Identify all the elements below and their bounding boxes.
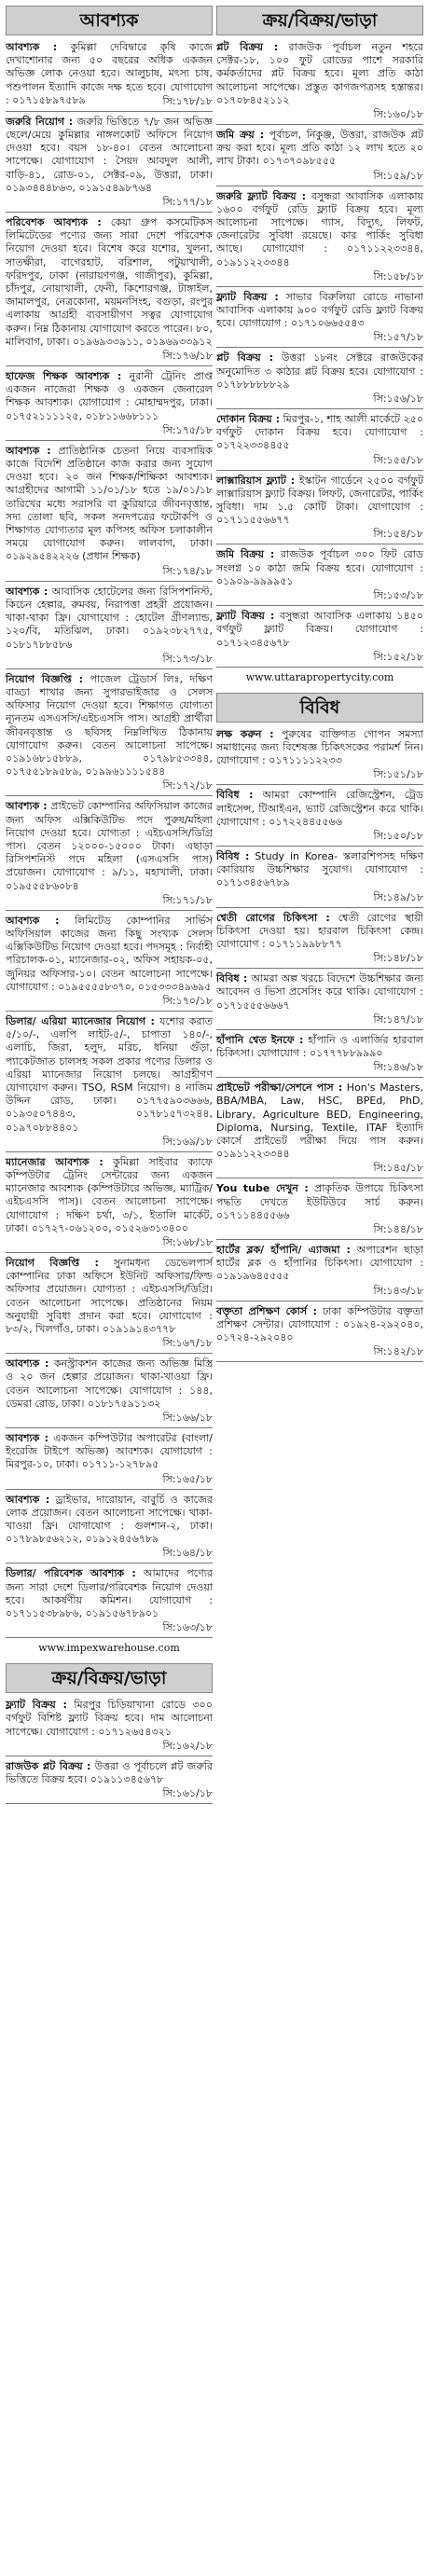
ad-divider: [6, 1353, 213, 1354]
classified-ad: [6, 1257, 213, 1350]
ad-divider: [216, 286, 423, 287]
ad-text: ইস্কাটন গার্ডেনে ২৫০০ বর্গফুট লাক্সারিয়াস ফ্ল্যাট বিক্রয়। লিফট, জেনারেটর, পার্কিং সুবিধা। দাম ১.৫ কোটি টাকা। যোগাযোগ : ০১৭১১৫৫৬৬৭৭: [216, 474, 423, 527]
ad-heading: আবশ্যক :: [6, 914, 60, 927]
ad-code: সি:১৬৬/১৮: [162, 1412, 213, 1425]
ad-text: কেয়া গ্রুপ কসমেটিকস লিমিটেডের পণ্যের জন্য সারা দেশে পরিবেশক নিয়োগ দেওয়া হবে। বিশেষ করে যশোর, খুলনা, সাতক্ষীরা, বাগেরহাট, বরিশাল, পটুয়াখালী, ফরিদপুর, ঢাকা (নারায়ণগঞ্জ, গাজীপুর), কুমিল্লা, চাঁদপুর, নোয়াখালী, ফেনী, কিশোরগঞ্জ, টাঙ্গাইল, জামালপুর, নেত্রকোনা, ময়মনসিংহ, বগুড়া, রংপুর এলাকায় আগ্রহী ব্যবসায়ীগণ সত্বর যোগাযোগ করুন। নিম্ন ঠিকানায় যোগাযোগ করতে পারেন। ৮০, মালিবাগ, ঢাকা। ০১৯৬৯৩৩৯১১, ০১৯৬৯৩৩৯১২: [6, 216, 213, 348]
classified-ad: [6, 445, 213, 578]
classified-ad: [216, 475, 423, 542]
ad-divider: [6, 111, 213, 112]
ad-code: সি:১৫৫/১৮: [373, 453, 423, 466]
ad-text: রাজউক পূর্বাচল নতুন শহরে সেক্টর-১৮, ১০০ ফুট রোডের পাশে সরকারি কর্মকর্তাদের প্লট বিক্রয় হবে। মূল্য প্রতি কাঠা আলোচনা সাপেক্ষে। প্রস্তুত কাগজপত্রসহ হস্তান্তর। ০১৭০৮৪৫২১১২: [216, 41, 423, 106]
ad-divider: [216, 846, 423, 847]
ad-heading: জমি ক্রয় :: [216, 129, 265, 142]
classified-ad: [216, 41, 423, 121]
classified-ad: [6, 1357, 213, 1425]
ad-code: সি:১৭৮/১৮: [162, 94, 213, 107]
section-header-buy-sell-rent: ক্রয়/বিক্রয়/ভাড়া: [216, 6, 423, 35]
ad-text: আমরা অল্প খরচে বিদেশে উচ্চশিক্ষার জন্য আবেদন ও ভিসা প্রসেসিং করে থাকি। যোগাযোগ : ০১৭১৫৫৫৬৬৬৭: [216, 972, 424, 1012]
ad-code: সি:১৪৫/১৮: [373, 1162, 423, 1175]
ad-heading: হাফেজ শিক্ষক আবশ্যক :: [6, 370, 122, 383]
ad-code: সি:১৭৬/১৮: [162, 350, 213, 363]
ad-text: মিরপুর-১, শাহ আলী মার্কেটে ২৫০ বর্গফুট দোকান বিক্রয় হবে। যোগাযোগ : ০১৭২২৩৩৪৪৫৫: [216, 413, 424, 452]
classified-ad: [216, 548, 423, 602]
ad-divider: [216, 784, 423, 785]
ad-heading: ম্যানেজার আবশ্যক :: [6, 1155, 104, 1168]
right-column: [216, 6, 423, 1366]
ad-heading: ফ্ল্যাট বিক্রয় :: [216, 290, 279, 303]
classified-ad: [6, 673, 213, 793]
ad-code: সি:১৬৮/১৮: [162, 1235, 213, 1248]
ad-text: জরুরি ভিত্তিতে ৭/৮ জন অভিজ্ঞ ছেলে/মেয়ে কুমিল্লার নাঙ্গলকোট অফিসে নিয়োগ দেওয়া হবে। বয়স ১৮-৪০। বেতন আলোচনা সাপেক্ষে। যোগাযোগ : সৈয়দ আবদুল আলী, বাড়ি-৪১, রোড-০১, সেক্টর-০৯, উত্তরা, ঢাকা। ০১৯৩৪৪৪৮৬৩, ০১৯১৫৪৯৮৭৬৪: [6, 115, 213, 194]
ad-text: যশোর করাত ৫/১০/-, এলপি লাইট-৫/-, চাপাতা ১৪০/-, এলাচি, জিরা, হলুদ, মরিচ, ধনিয়া গুঁড়া, প্যাকেটজাত চালসহ সকল প্রকার পণ্যের ডিলার ও এরিয়া ম্যানেজার নিয়োগ চলছে। আগ্রহীগণ যোগাযোগ করুন। TSO, RSM নিয়োগ। ৪ নাজিম উদ্দিন রোড, ঢাকা। ০১৭৭৫৯০৩৬৬৬, ০১৯৩৫০৭৪৪৩, ০১৭৮১৫৭৩২৪৪, ০১৯৭০৮৮৪৪০১: [6, 1014, 213, 1134]
ad-heading: বিবিধ :: [216, 972, 248, 985]
ad-text: একজন কম্পিউটার অপারেটর (বাংলা/ইংরেজি টাইপে অভিজ্ঞ) আবশ্যক। যোগাযোগ : মিরপুর-১০, ঢাকা। ০১৭১১-১২৭৮৯৫: [6, 1432, 214, 1471]
classified-ad: [6, 1699, 213, 1753]
ad-heading: দোকান বিক্রয় :: [216, 413, 280, 426]
ad-text: কনস্ট্রাকশন কাজের জন্য অভিজ্ঞ মিস্ত্রি ও ২০ জন হেল্পার প্রয়োজন। থাকা-খাওয়া ফ্রি। বেতন আলোচনা সাপেক্ষে। যোগাযোগ : ১৪৪, ডেমরা রোড, ঢাকা। ০১৮১৭৫৯১১৩২: [6, 1357, 214, 1410]
classified-ad: [6, 1567, 213, 1634]
ad-text: পুরুষের ব্যক্তিগত গোপন সমস্যা সমাধানের জন্য বিশেষজ্ঞ চিকিৎসকের পরামর্শ নিন। যোগাযোগ : ০১৭১১১১২২৩৩: [216, 727, 423, 767]
ad-text: বসুন্ধরা আবাসিক এলাকায় ১৬০০ বর্গফুট রেডি ফ্ল্যাট বিক্রয় হবে। মূল্য আলোচনা সাপেক্ষে। গ্যাস, বিদ্যুৎ, লিফট, জেনারেটর সুবিধা রয়েছে। কার পার্কিং সুবিধা আছে। যোগাযোগ : ০১৭১১২২৩৩৪৪, ০১৯১১২২৩৩৪৪: [216, 189, 423, 269]
ad-heading: রাজউক প্লট বিক্রয় :: [6, 1759, 91, 1772]
ad-text: রাজউক পূর্বাচল ৩০০ ফিট রোড সংলগ্ন ১০ কাঠা জমি বিক্রয় হবে। যোগাযোগ : ০১৯০৯-৯৯৯৯৫১: [216, 548, 424, 587]
ad-divider: [6, 1427, 213, 1428]
ad-text: প্রাকৃতিক উপায়ে চিকিৎসা পদ্ধতি দেখতে ইউটিউবে সার্চ করুন। ০১৭১১৪৪৫৫৬৬: [216, 1182, 423, 1221]
classified-ad: [6, 116, 213, 209]
ad-code: সি:১৫২/১৮: [373, 650, 423, 663]
ad-heading: আবশ্যক :: [6, 1493, 50, 1506]
ad-divider: [216, 667, 423, 668]
ad-code: সি:১৫৭/১৮: [373, 331, 423, 344]
ad-heading: নিয়োগ বিজ্ঞপ্তি :: [6, 672, 83, 685]
section-header-miscellaneous: বিবিধ: [216, 693, 423, 723]
ad-text: সাভার বিরুলিয়া রোডে নাভানা আবাসিক এলাকায় ৯০০ বর্গফুট রেডি ফ্ল্যাট বিক্রয় হবে। যোগাযোগ : ০১৭১০৬৬৫৫৪৩: [216, 290, 423, 330]
ad-code: সি:১৬৯/১৮: [162, 1135, 213, 1148]
ad-text: আমরা কোম্পানি রেজিস্ট্রেশন, ট্রেড লাইসেন্স, টিআইএন, ভ্যাট রেজিস্ট্রেশন করে থাকি। যোগাযোগ : ০১৭২২৪৪৫৫৬৬: [216, 789, 424, 828]
ad-heading: পরিবেশক আবশ্যক :: [6, 216, 102, 229]
ad-text: আমাদের পণ্যের জন্য সারা দেশে ডিলার/পরিবেশক নিয়োগ দেওয়া হবে। আকর্ষণীয় কমিশন। যোগাযোগ : ০১৭১১৫৩৮৯৮৬, ০১৯১৫৬৭৮৯০১: [6, 1567, 213, 1620]
advertiser-website[interactable]: www.impexwarehouse.com: [38, 1642, 180, 1655]
ad-code: সি:১৭০/১৮: [162, 994, 213, 1007]
ad-code: সি:১৬৩/১৮: [162, 1621, 213, 1634]
ad-code: সি:১৫৬/১৮: [373, 393, 423, 406]
ad-code: সি:১৫০/১৮: [373, 829, 423, 842]
ad-heading: বক্তৃতা প্রশিক্ষণ কোর্স :: [216, 1304, 317, 1317]
classified-ad: [6, 370, 213, 437]
ad-text: মিরপুর চিড়িয়াখানা রোডে ৩০০ বর্গফুট বিশিষ্ট ফ্ল্যাট বিক্রয় হবে। দাম আলোচনা সাপেক্ষে। যোগাযোগ : ০১৭১২৬৫৪৩২১: [6, 1699, 213, 1738]
ad-code: সি:১৬১/১৮: [162, 1787, 213, 1800]
classified-ad: [216, 129, 423, 183]
ad-heading: আবশ্যক :: [6, 1357, 49, 1371]
classified-ad: [216, 1182, 423, 1236]
ad-code: সি:১৪২/১৮: [373, 1345, 423, 1358]
advertiser-website[interactable]: www.uttarapropertycity.com: [245, 670, 394, 683]
ad-heading: You tube দেখুন :: [216, 1182, 309, 1195]
ad-divider: [216, 907, 423, 908]
ad-text: পূর্বাচল, নিকুঞ্জ, উত্তরা, রাজউক প্লট ক্রয় করা হবে। মূল্য প্রতি কাঠা ১২ লাখ হতে ২০ লাখ টাকা। ০১৭৩৭০৯৮৫৫৫: [216, 129, 423, 168]
ad-code: সি:১৬৪/১৮: [162, 1547, 213, 1560]
ad-divider: [6, 1011, 213, 1012]
ad-divider: [216, 124, 423, 125]
classified-ad: [6, 1156, 213, 1249]
ad-text: ড্রাইভার, দারোয়ান, বাবুর্চি ও কাজের লোক প্রয়োজন। বেতন আলোচনা সাপেক্ষে। থাকা-খাওয়া ফ্রি। যোগাযোগ : গুলশান-২, ঢাকা। ০১৭৮৯৮৫৬২১২, ০১৯১২৪৫৬৭৮৯: [6, 1493, 213, 1546]
classified-ad: [6, 1760, 213, 1800]
ad-code: সি:১৪৬/১৮: [373, 1061, 423, 1074]
ad-heading: শ্বেতী রোগের চিকিৎসা :: [216, 911, 330, 924]
ad-heading: জরুরি নিয়োগ :: [6, 115, 74, 128]
classified-ad: [216, 850, 423, 904]
ad-heading: হার্টের ব্লক/ হাঁপানি/ এ্যাজমা :: [216, 1243, 351, 1256]
ad-code: সি:১৭৪/১৮: [162, 564, 213, 577]
ad-heading: জরুরি ফ্ল্যাট বিক্রয় :: [216, 189, 307, 202]
classified-ad: [6, 800, 213, 906]
right-ads-list-2: [216, 728, 423, 1363]
classified-ad: [6, 41, 213, 108]
ad-heading: প্রাইভেট পরীক্ষা/সেশনে পাস :: [216, 1081, 343, 1095]
ad-divider: [216, 1077, 423, 1078]
ad-code: সি:১৪৪/১৮: [373, 1222, 423, 1235]
ad-divider: [216, 968, 423, 969]
ad-divider: [6, 910, 213, 911]
ad-heading: হাঁপানি শ্বেত ইনফে :: [216, 1033, 304, 1046]
ad-text: কুমিল্লা দেবিদ্বারে কৃষি কাজে দেখাশোনার জন্য ৫০ বছরের অধিক একজন অভিজ্ঞ লোক নেওয়া হবে। আলুচাষ, মৎস্য চাষ, পশুপালন ইত্যাদি কাজে দক্ষ হতে হবে। যোগাযোগ : ০১৭১৫৮৯৭৫৮৯: [6, 41, 213, 106]
ad-code: সি:১৬০/১৮: [373, 108, 423, 121]
ad-code: সি:১৫৩/১৮: [373, 589, 423, 602]
ad-heading: প্লট বিক্রয় :: [216, 351, 274, 365]
ad-divider: [216, 347, 423, 348]
ad-heading: আবশ্যক :: [6, 800, 48, 813]
ad-text: লিমিটেড কোম্পানির সার্ভিস অফিসিয়াল কাজের জন্য কিছু সংখ্যক সেলস এক্সিকিউটিভ নিয়োগ দেওয়া হবে। পদসমূহ : নির্বাহী পরিচালক-০১, ম্যানেজার-০২, অফিস সহায়ক-০৫, জুনিয়র অফিসার-১০। বেতন আলোচনা সাপেক্ষে। যোগাযোগ : ০১৯৫৫৫৫৮৩৭০, ০১৫৩৩৩৪৯৬৯৫: [6, 914, 214, 993]
classified-ad: [216, 1305, 423, 1359]
classified-ad: [216, 1244, 423, 1298]
classified-ad: [216, 1081, 423, 1175]
ad-divider: [6, 668, 213, 669]
ad-divider: [216, 1301, 423, 1302]
ad-heading: ফ্ল্যাট বিক্রয় :: [6, 1699, 67, 1712]
ad-divider: [6, 440, 213, 441]
ad-code: সি:১৭১/১৮: [162, 893, 213, 906]
classified-ad: [216, 291, 423, 345]
left-ads-list: [6, 41, 213, 1638]
classified-ad: [216, 1034, 423, 1074]
ad-text: কুমিল্লা সাইবার ক্যাফে কম্পিউটার ট্রেনিং সেন্টারের জন্য একজন ম্যানেজার আবশ্যক (কম্পিউটারে অভিজ্ঞ, ম্যাট্রিক/এইচএসসি পাস)। বেতন আলোচনা সাপেক্ষে। যোগাযোগ : দক্ষিণ চর্থা, ৩/১, ইতালি মার্কেট, ঢাকা। ০১৭২৭-০৬১২০০, ০১৫২৬৩১৩৪০০: [6, 1155, 213, 1234]
ad-code: সি:১৭২/১৮: [162, 779, 213, 792]
section-header-wanted: আবশ্যক: [6, 6, 213, 35]
classified-ad: [6, 1494, 213, 1561]
ad-divider: [6, 1252, 213, 1253]
ad-text: প্রাইভেট কোম্পানির অফিসিয়াল কাজের জন্য অফিস এক্সিকিউটিভ পদে পুরুষ/মহিলা নিয়োগ দেওয়া হবে। যোগ্যতা : এইচএসসি/ডিগ্রি পাস। বেতন ১২০০০-১৫০০০ টাকা। এছাড়া রিসিপশনিস্ট পদে মহিলা (এসএসসি পাস) প্রয়োজন। যোগাযোগ : ৯/১১, মহাখালী, ঢাকা। ০১৯৫৫৫৮৬০৮৪: [6, 800, 213, 892]
ad-code: সি:১৬৫/১৮: [162, 1472, 213, 1485]
ad-text: উত্তরা ও পূর্বাচলে প্লট জরুরি ভিত্তিতে বিক্রয় হবে। ০১৯১১৩৪৫৬৭৮: [6, 1759, 214, 1786]
ad-text: প্রাতিষ্ঠানিক চেতনা নিয়ে ব্যবসায়িক কাজে বিদেশি প্রতিষ্ঠানে কাজ করার জন্য সুযোগ দেওয়া হবে। ২০ জন শিক্ষক/শিক্ষিকা আবশ্যক। আগ্রহীদের আগামী ১১/০১/১৮ হতে ১৯/০১/১৮ তারিখের মধ্যে সরাসরি বা কুরিয়ারে জীবনবৃত্তান্ত, সদ্য তোলা ছবি, সকল সনদপত্রের ফটোকপি ও শিক্ষাগত যোগ্যতার মূল কপিসহ অফিস চলাকালীন সময়ে যোগাযোগ করুন। লালবাগ, ঢাকা। ০১৯২৯৫৪২২২৬ (প্রধান শিক্ষক): [6, 444, 213, 563]
ad-text: ঢাকা কম্পিউটার বক্তৃতা প্রশিক্ষণ সেন্টার। যোগাযোগ : ০১৯২৪-২৯২০৪০, ০১৭২৪-২৯২০৪০: [216, 1304, 423, 1343]
ad-divider: [6, 1803, 213, 1804]
ad-code: সি:১৭৫/১৮: [162, 423, 213, 436]
ad-text: সুনামধন্য ডেভেলপার্স কোম্পানির ঢাকা অফিসে ইউনিট অফিসার/ফিল্ড অফিসার প্রয়োজন। যোগ্যতা : এইচএসসি/ডিগ্রি। বেতন আলোচনা সাপেক্ষে। প্রতিষ্ঠানের নিয়ম অনুযায়ী সুবিধা প্রদান করা হবে। যোগাযোগ : ৮৩/২, খিলগাঁও, ঢাকা। ০১৯১৯১৪৩৭৭৮: [6, 1256, 214, 1335]
ad-divider: [6, 1563, 213, 1564]
classified-ad: [216, 728, 423, 782]
section-header-buy-sell-rent: ক্রয়/বিক্রয়/ভাড়া: [6, 1663, 213, 1693]
ad-divider: [216, 1361, 423, 1362]
ad-text: Study in Korea- স্কলারশিপসহ দক্ষিণ কোরিয়ায় উচ্চশিক্ষার সুযোগ। যোগাযোগ : ০১৭১৩৪৫৬৭৮৯: [216, 849, 423, 889]
ad-heading: আবশ্যক :: [6, 1432, 49, 1445]
ad-code: সি:১৫৮/১৮: [373, 269, 423, 282]
ad-divider: [6, 581, 213, 582]
ad-divider: [216, 470, 423, 471]
left-ads-list-2: [6, 1699, 213, 1804]
ad-text: শ্বেতী রোগের স্থায়ী চিকিৎসা দেওয়া হয়। হারবাল চিকিৎসা কেন্দ্র। যোগাযোগ : ০১৭১১৯৯৮৮৭৭: [216, 911, 424, 950]
classified-ad: [216, 413, 423, 467]
classified-ad: [216, 912, 423, 966]
classified-ad: [216, 351, 423, 406]
left-column: [6, 6, 213, 1808]
ad-code: সি:১৪৮/১৮: [373, 952, 423, 965]
ad-heading: জমি বিক্রয় :: [216, 548, 275, 561]
ad-code: সি:১৫৪/১৮: [373, 528, 423, 541]
ad-divider: [6, 212, 213, 213]
ad-code: সি:১৭৩/১৮: [162, 652, 213, 665]
ad-divider: [6, 795, 213, 796]
ad-text: নুরানী ট্রেনিং প্রাপ্ত একজন নাজেরা শিক্ষক ও একজন জেনারেল শিক্ষক আবশ্যক। যোগাযোগ : মোহাম্মদপুর, ঢাকা। ০১৭৫২১১১১২৫, ০১৮১১৬৬৮১১১: [6, 370, 213, 422]
ad-heading: ডিলার/ এরিয়া ম্যানেজার নিয়োগ :: [6, 1014, 155, 1027]
ad-heading: বিবিধ :: [216, 849, 250, 862]
ad-code: সি:১৭৭/১৮: [162, 196, 213, 209]
ad-code: সি:১৪৩/১৮: [373, 1284, 423, 1297]
ad-text: অপারেশন ছাড়া হার্টের ব্লক ও হাঁপানির চিকিৎসা। যোগাযোগ : ০১৯১৯৬৪৫৫৫৫: [216, 1243, 424, 1283]
ad-text: বসুন্ধরা আবাসিক এলাকায় ১৪৫০ বর্গফুট ফ্ল্যাট বিক্রয়। যোগাযোগ : ০১৭১২৩৪৫৬৭৮: [216, 610, 423, 649]
classified-ad: [6, 216, 213, 363]
ad-code: সি:১৫১/১৮: [373, 768, 423, 781]
classified-ad: [6, 585, 213, 666]
classified-ad: [216, 610, 423, 664]
classified-ad: [216, 190, 423, 283]
ad-heading: আবশ্যক :: [6, 41, 58, 53]
ad-heading: ফ্ল্যাট বিক্রয় :: [216, 610, 275, 623]
ad-code: সি:১৬২/১৮: [162, 1739, 213, 1752]
right-ads-list: [216, 41, 423, 668]
ad-divider: [216, 1239, 423, 1240]
ad-code: সি:১৬৭/১৮: [162, 1337, 213, 1350]
ad-heading: বিবিধ :: [216, 789, 254, 802]
ad-text: Hon's Masters, BBA/MBA, Law, HSC, BPEd, PhD, Library, Agriculture BED, Engineering, Diploma, Nursing, Textile, ITAF ইত্যাদি কোর্সে প্রাইভেট পরীক্ষা দিয়ে পাস করুন। ০১৯১১২২৩৩৪৪: [216, 1081, 423, 1161]
ad-divider: [6, 1637, 213, 1638]
ad-divider: [6, 365, 213, 366]
classified-ad: [6, 915, 213, 1008]
ad-code: সি:১৫৯/১৮: [373, 169, 423, 182]
ad-divider: [216, 1029, 423, 1030]
ad-divider: [216, 605, 423, 606]
ad-heading: আবশ্যক :: [6, 585, 48, 598]
ad-divider: [216, 408, 423, 409]
ad-divider: [6, 1489, 213, 1490]
ad-code: সি:১৪৭/১৮: [373, 1012, 423, 1026]
ad-text: পাজেল ট্রেডার্স লিঃ, দক্ষিণ বাড্ডা শাখার জন্য সুপারভাইজার ও সেলস অফিসার নিয়োগ দেওয়া হবে। শিক্ষাগত যোগ্যতা ন্যূনতম এসএসসি/এইচএসসি পাস। আগ্রহী প্রার্থীরা জীবনবৃত্তান্ত ও ছবিসহ নিম্নলিখিত ঠিকানায় যোগাযোগ করুন। বেতন আলোচনা সাপেক্ষে। ০১৯১৬৮১৫৮৮৯, ০১৭৯৮৫৩৩৪৪, ০১৭৫৫১৮৯৫৮৯, ০১৯৯৬১১১১৫৪৪: [6, 672, 213, 778]
ad-heading: লাক্সারিয়াস ফ্ল্যাট :: [216, 474, 296, 487]
classified-ad: [216, 972, 423, 1026]
ad-text: হাঁপানি ও এলার্জির হারবাল চিকিৎসা। যোগাযোগ : ০১৭৭৭৮৮৯৯৯০: [216, 1033, 423, 1059]
ad-divider: [6, 1151, 213, 1152]
ad-heading: নিয়োগ বিজ্ঞপ্তি :: [6, 1256, 99, 1269]
ad-heading: ডিলার/ পরিবেশক আবশ্যক :: [6, 1567, 136, 1580]
ad-heading: আবশ্যক :: [6, 444, 51, 457]
ad-heading: প্লট বিক্রয় :: [216, 41, 279, 53]
ad-text: উত্তরা ১৮নং সেক্টরে রাজউকের অনুমোদিত ৩ কাঠার প্লট বিক্রয় হবে। যোগাযোগ : ০১৭৮৮৮৮৮৮২৯: [216, 351, 423, 391]
ad-heading: লক্ষ করুন :: [216, 727, 274, 740]
classified-ad: [6, 1432, 213, 1486]
ad-text: আবাসিক হোটেলের জন্য রিসিপশনিস্ট, কিচেন হেল্পার, রুমবয়, নিরাপত্তা প্রহরী প্রয়োজন। খাকা-থাকা ফ্রি। যোগাযোগ : হোটেল গ্রীণল্যান্ড, ১২০/বি, মতিঝিল, ঢাকা। ০১৯২৩৮২৭৭৫, ০১৮১৭৮৮৫৮৬: [6, 585, 213, 651]
ad-code: সি:১৪৯/১৮: [373, 890, 423, 903]
classified-ad: [6, 1015, 213, 1149]
classified-ad: [216, 789, 423, 843]
